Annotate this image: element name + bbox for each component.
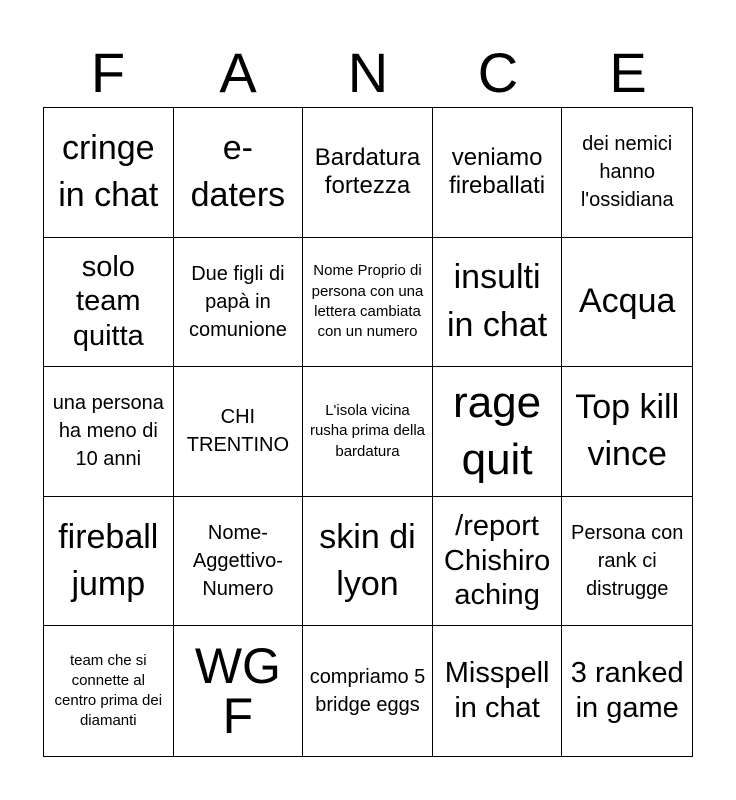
bingo-cell[interactable]: skin di lyon [303, 497, 433, 627]
bingo-cell[interactable]: insulti in chat [433, 238, 563, 368]
bingo-cell[interactable]: Misspell in chat [433, 626, 563, 756]
bingo-cell[interactable]: rage quit [433, 367, 563, 497]
bingo-cell[interactable]: solo team quitta [44, 238, 174, 368]
bingo-cell[interactable]: WGF [174, 626, 304, 756]
header-letter-e: E [609, 41, 647, 104]
bingo-cell[interactable]: CHI TRENTINO [174, 367, 304, 497]
bingo-cell[interactable]: una persona ha meno di 10 anni [44, 367, 174, 497]
bingo-cell[interactable]: fireball jump [44, 497, 174, 627]
bingo-cell[interactable]: cringe in chat [44, 108, 174, 238]
bingo-cell[interactable]: 3 ranked in game [570, 657, 684, 725]
bingo-cell[interactable]: /report Chishiro aching [433, 497, 563, 627]
bingo-cell[interactable]: Due figli di papà in comunione [174, 238, 304, 368]
bingo-cell[interactable]: dei nemici hanno l'ossidiana [562, 108, 692, 238]
header-letter-f: F [90, 41, 126, 104]
header-letter-a: A [219, 41, 257, 104]
bingo-board [43, 107, 693, 757]
header-letter-c: C [477, 41, 519, 104]
bingo-cell[interactable]: Persona con rank ci distrugge [562, 497, 692, 627]
bingo-cell[interactable]: Nome Proprio di persona con una lettera cambiata con un numero [303, 238, 433, 368]
bingo-cell[interactable]: Bardatura fortezza [303, 108, 433, 238]
bingo-cell[interactable]: e-daters [174, 108, 304, 238]
bingo-cell[interactable]: compriamo 5 bridge eggs [303, 626, 433, 756]
bingo-cell[interactable]: veniamo fireballati [433, 108, 563, 238]
bingo-cell[interactable]: Acqua [562, 238, 692, 368]
header-letter-n: N [347, 41, 389, 104]
bingo-cell[interactable]: L'isola vicina rusha prima della bardatura [303, 367, 433, 497]
bingo-header [43, 38, 693, 108]
bingo-cell[interactable]: Top kill vince [562, 367, 692, 497]
bingo-cell[interactable]: Nome-Aggettivo-Numero [174, 497, 304, 627]
bingo-cell[interactable]: team che si connette al centro prima dei diamanti [44, 626, 174, 756]
